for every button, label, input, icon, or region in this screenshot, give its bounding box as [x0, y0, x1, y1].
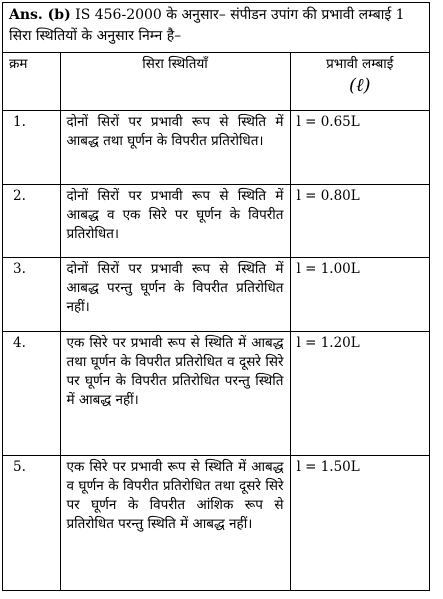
table-header-row — [3, 53, 429, 110]
header-effective-length-label: प्रभावी लम्बाई — [326, 56, 394, 72]
answer-intro — [3, 3, 429, 53]
answer-box — [2, 2, 430, 591]
row-serial: 4. — [3, 331, 60, 455]
answer-intro-text: IS 456-2000 के अनुसार– संपीडन उपांग की प्रभावी लम्बाई 1 सिरा स्थितियों के अनुसार निम्न है– — [9, 7, 405, 44]
table-row — [3, 257, 429, 331]
row-serial: 5. — [3, 455, 60, 590]
header-condition: सिरा स्थितियाँ — [60, 53, 290, 110]
row-length: l = 1.00L — [290, 257, 429, 331]
row-condition: दोनों सिरों पर प्रभावी रूप से स्थिति में आबद्ध व एक सिरे पर घूर्णन के विपरीत प्रतिरोधित। — [60, 184, 290, 257]
header-effective-length-symbol: (ℓ) — [348, 75, 371, 96]
row-condition: एक सिरे पर प्रभावी रूप से स्थिति में आबद्ध तथा घूर्णन के विपरीत प्रतिरोधित व दूसरे सिरे पर घूर्णन के विपरीत प्रतिरोधित परन्तु स्थिति में आबद्ध नहीं। — [60, 331, 290, 455]
row-serial: 2. — [3, 184, 60, 257]
row-length: l = 1.50L — [290, 455, 429, 590]
row-length: l = 0.80L — [290, 184, 429, 257]
row-condition: दोनों सिरों पर प्रभावी रूप से स्थिति में आबद्ध परन्तु घूर्णन के विपरीत प्रतिरोधित नहीं। — [60, 257, 290, 331]
header-serial: क्रम — [3, 53, 60, 110]
row-length: l = 0.65L — [290, 110, 429, 184]
row-condition: एक सिरे पर प्रभावी रूप से स्थिति में आबद्ध व घूर्णन के विपरीत प्रतिरोधित तथा दूसरे सिरे पर घूर्णन के विपरीत आंशिक रूप से प्रतिरोधित परन्तु स्थिति में आबद्ध नहीं। — [60, 455, 290, 590]
effective-length-table — [3, 53, 429, 590]
row-length: l = 1.20L — [290, 331, 429, 455]
header-effective-length — [290, 53, 429, 110]
row-condition: दोनों सिरों पर प्रभावी रूप से स्थिति में आबद्ध तथा घूर्णन के विपरीत प्रतिरोधित। — [60, 110, 290, 184]
table-row — [3, 331, 429, 455]
row-serial: 3. — [3, 257, 60, 331]
table-row — [3, 184, 429, 257]
answer-label: Ans. (b) — [9, 7, 71, 23]
row-serial: 1. — [3, 110, 60, 184]
table-row — [3, 455, 429, 590]
table-row — [3, 110, 429, 184]
